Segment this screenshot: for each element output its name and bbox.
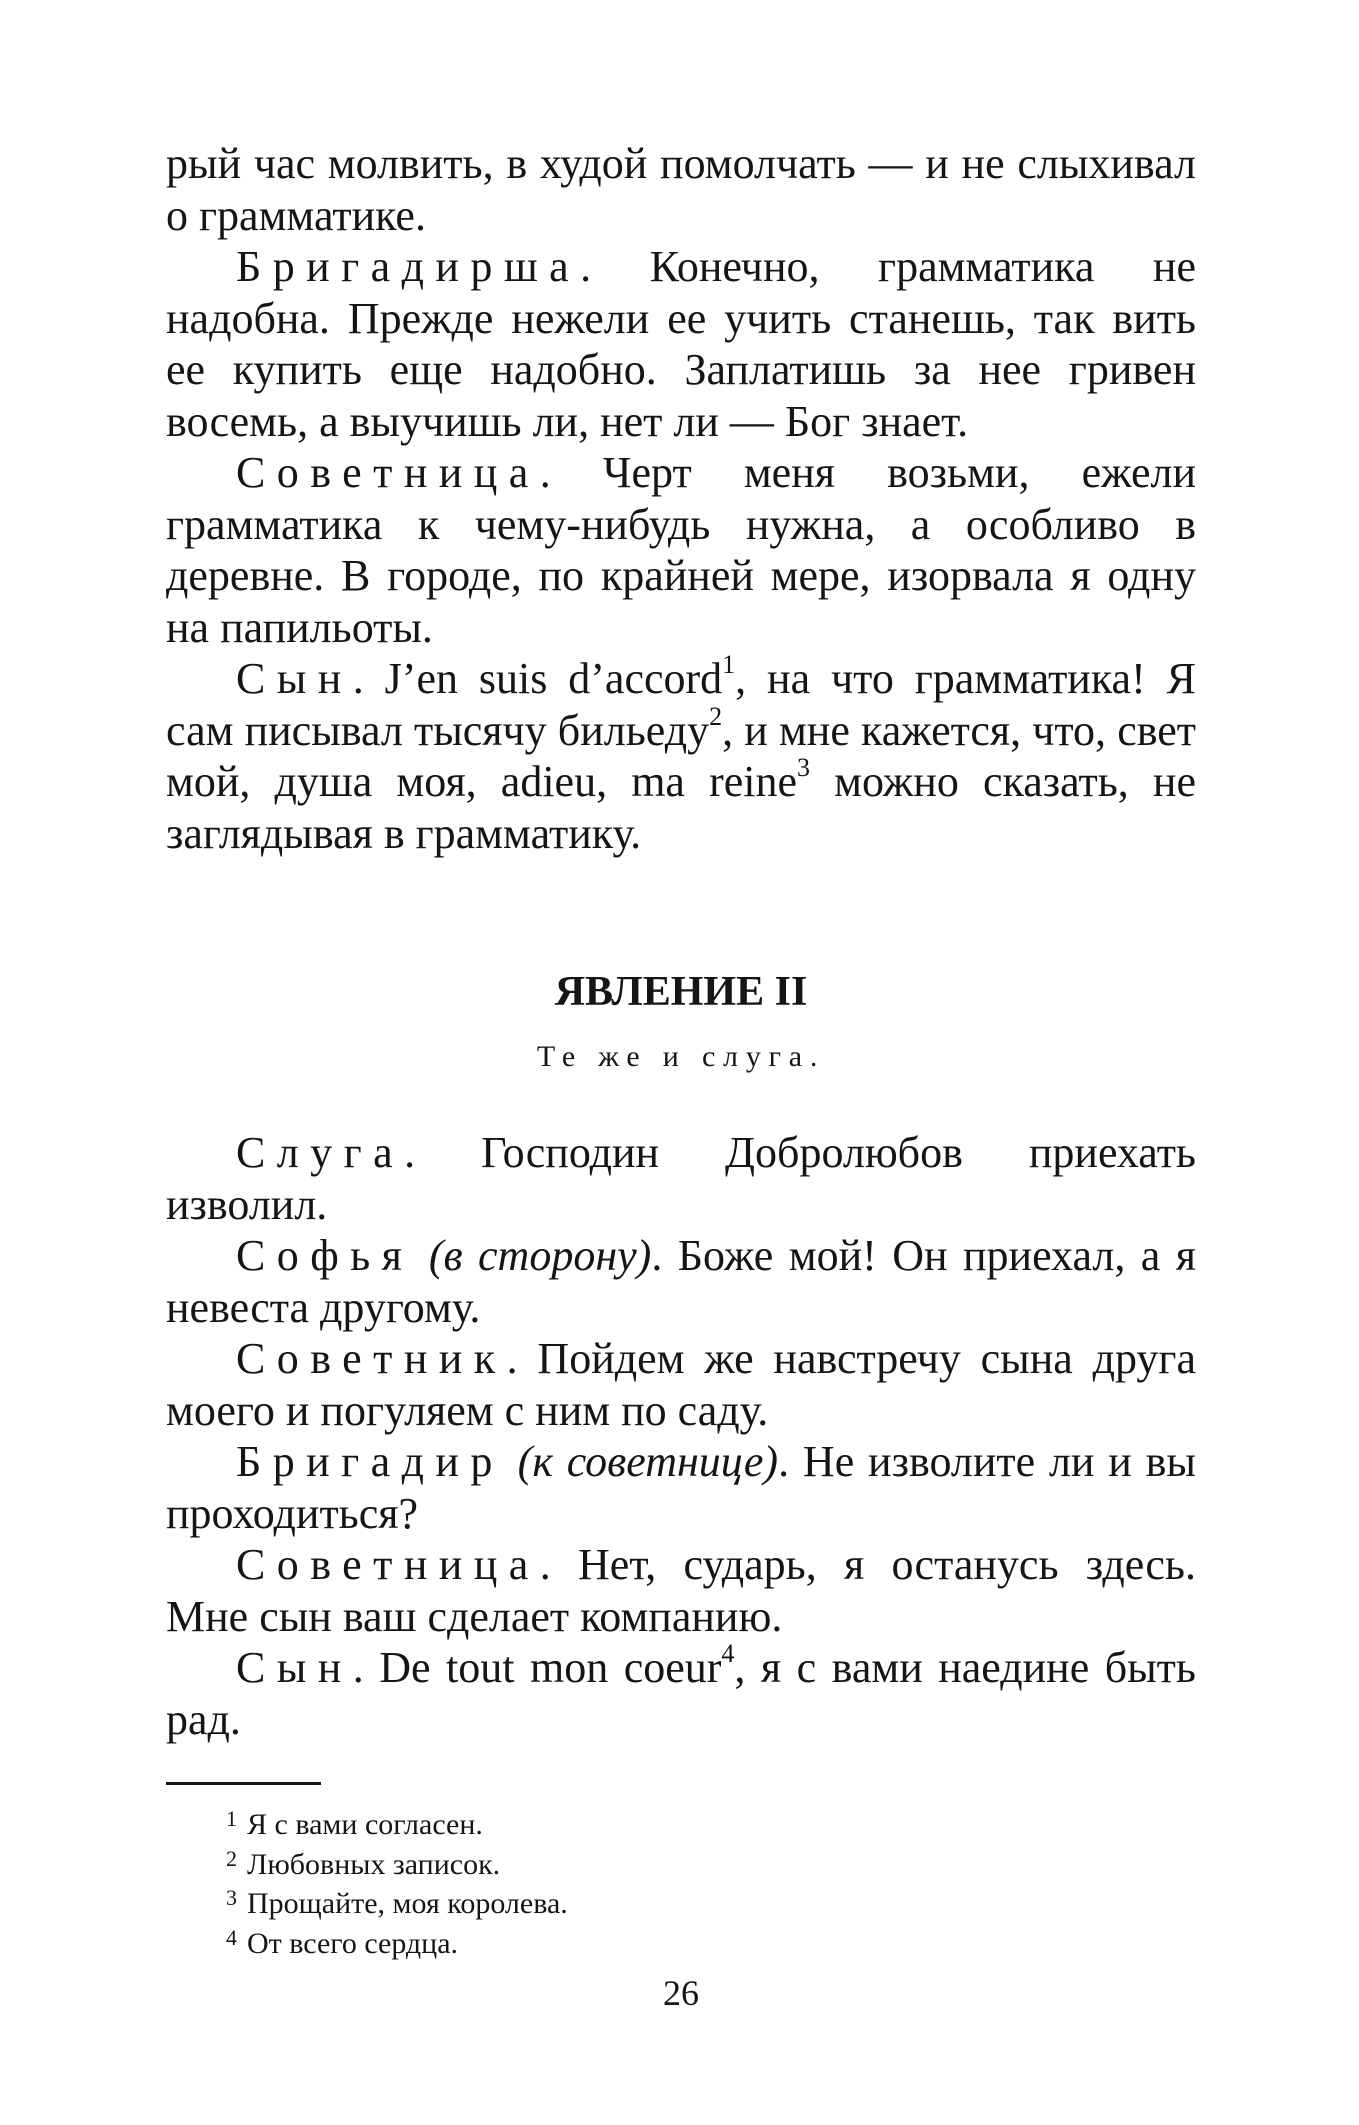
footnote-item xyxy=(226,1925,1126,1965)
speaker-name: Сын xyxy=(236,654,353,703)
footnote-item xyxy=(226,1846,1126,1886)
speech-text: . Нет, сударь, я останусь здесь. Мне сын ваш сделает компанию. xyxy=(166,1540,1196,1641)
footnote-number: 4 xyxy=(226,1924,237,1950)
speech-text: , и мне кажется, что, свет мой, душа моя, adieu, ma reine xyxy=(166,705,1196,806)
body-text-bottom xyxy=(166,1127,1196,1745)
speech-syn xyxy=(166,1639,1196,1745)
speech-sluga xyxy=(166,1127,1196,1230)
footnote-number: 1 xyxy=(226,1806,237,1831)
footnote-item xyxy=(226,1806,1126,1846)
speech-text: , я с вами наедине быть рад. xyxy=(166,1643,1196,1744)
stage-remark: (в сторону) xyxy=(413,1231,652,1280)
speech-sovetnitsa xyxy=(166,447,1196,653)
footnote-text: Я с вами согласен. xyxy=(247,1808,483,1841)
speech-text: . Господин Добролюбов приехать изволил. xyxy=(166,1128,1196,1229)
speaker-name: Бригадирша xyxy=(236,242,581,291)
speech-text: , на что грамматика! Я сам писывал тысячу бильеду xyxy=(166,654,1196,755)
speech-brigadirsha xyxy=(166,241,1196,447)
speech-text: . Черт меня возьми, ежели грамматика к чему-нибудь нужна, а особливо в деревне. В городе, по крайней мере, изорвала я одну на папильоты. xyxy=(166,448,1196,652)
speech-text: . De tout mon coeur xyxy=(352,1643,722,1692)
footnote-ref: 4 xyxy=(721,1639,735,1668)
speaker-name: Бригадир xyxy=(236,1437,504,1486)
footnote-text: Любовных записок. xyxy=(247,1847,501,1881)
body-text-top xyxy=(166,138,1196,859)
speech-syn xyxy=(166,650,1197,859)
speaker-name: Софья xyxy=(236,1231,414,1280)
speaker-name: Слуга xyxy=(236,1128,405,1177)
footnote-number: 3 xyxy=(226,1885,237,1910)
speech-sovetnitsa xyxy=(166,1539,1196,1642)
stage-remark: (к советнице) xyxy=(503,1437,779,1486)
speaker-name: Советница xyxy=(236,448,540,497)
speech-sofya xyxy=(166,1230,1196,1333)
scene-heading: ЯВЛЕНИЕ II xyxy=(554,969,808,1015)
speech-text: . Пойдем же навстречу сына друга моего и погуляем с ним по саду. xyxy=(166,1334,1196,1435)
speech-brigadir xyxy=(166,1436,1196,1539)
footnote-ref: 1 xyxy=(722,650,736,679)
speaker-name: Советница xyxy=(236,1540,540,1589)
footnote-ref: 2 xyxy=(709,701,723,731)
speech-text: . J’en suis d’accord xyxy=(352,654,723,703)
footnote-divider xyxy=(166,1782,321,1785)
footnotes xyxy=(226,1806,1126,1964)
stage-direction: Те же и слуга. xyxy=(536,1040,826,1073)
speech-sovetnik xyxy=(166,1333,1196,1436)
speech-text: . Боже мой! Он приехал, а я невеста другому. xyxy=(166,1231,1196,1332)
speaker-name: Советник xyxy=(236,1334,507,1383)
footnote-ref: 3 xyxy=(797,753,811,782)
speech-text: можно сказать, не заглядывая в грамматику. xyxy=(166,757,1197,858)
footnote-item xyxy=(226,1885,1126,1925)
footnote-text: Прощайте, моя королева. xyxy=(247,1887,568,1920)
speaker-name: Сын xyxy=(236,1643,353,1692)
speech-text: . Конечно, грамматика не надобна. Прежде нежели ее учить станешь, так вить ее купить еще надобно. Заплатишь за нее гривен восемь, а выучишь ли, нет ли — Бог знает. xyxy=(166,242,1196,446)
footnote-number: 2 xyxy=(226,1845,237,1871)
page-number: 26 xyxy=(663,1973,699,2013)
paragraph-continuation: рый час молвить, в худой помолчать — и не слыхивал о грамматике. xyxy=(166,139,1196,240)
footnote-text: От всего сердца. xyxy=(247,1926,459,1960)
speech-text: . Не изволите ли и вы проходиться? xyxy=(166,1437,1196,1538)
